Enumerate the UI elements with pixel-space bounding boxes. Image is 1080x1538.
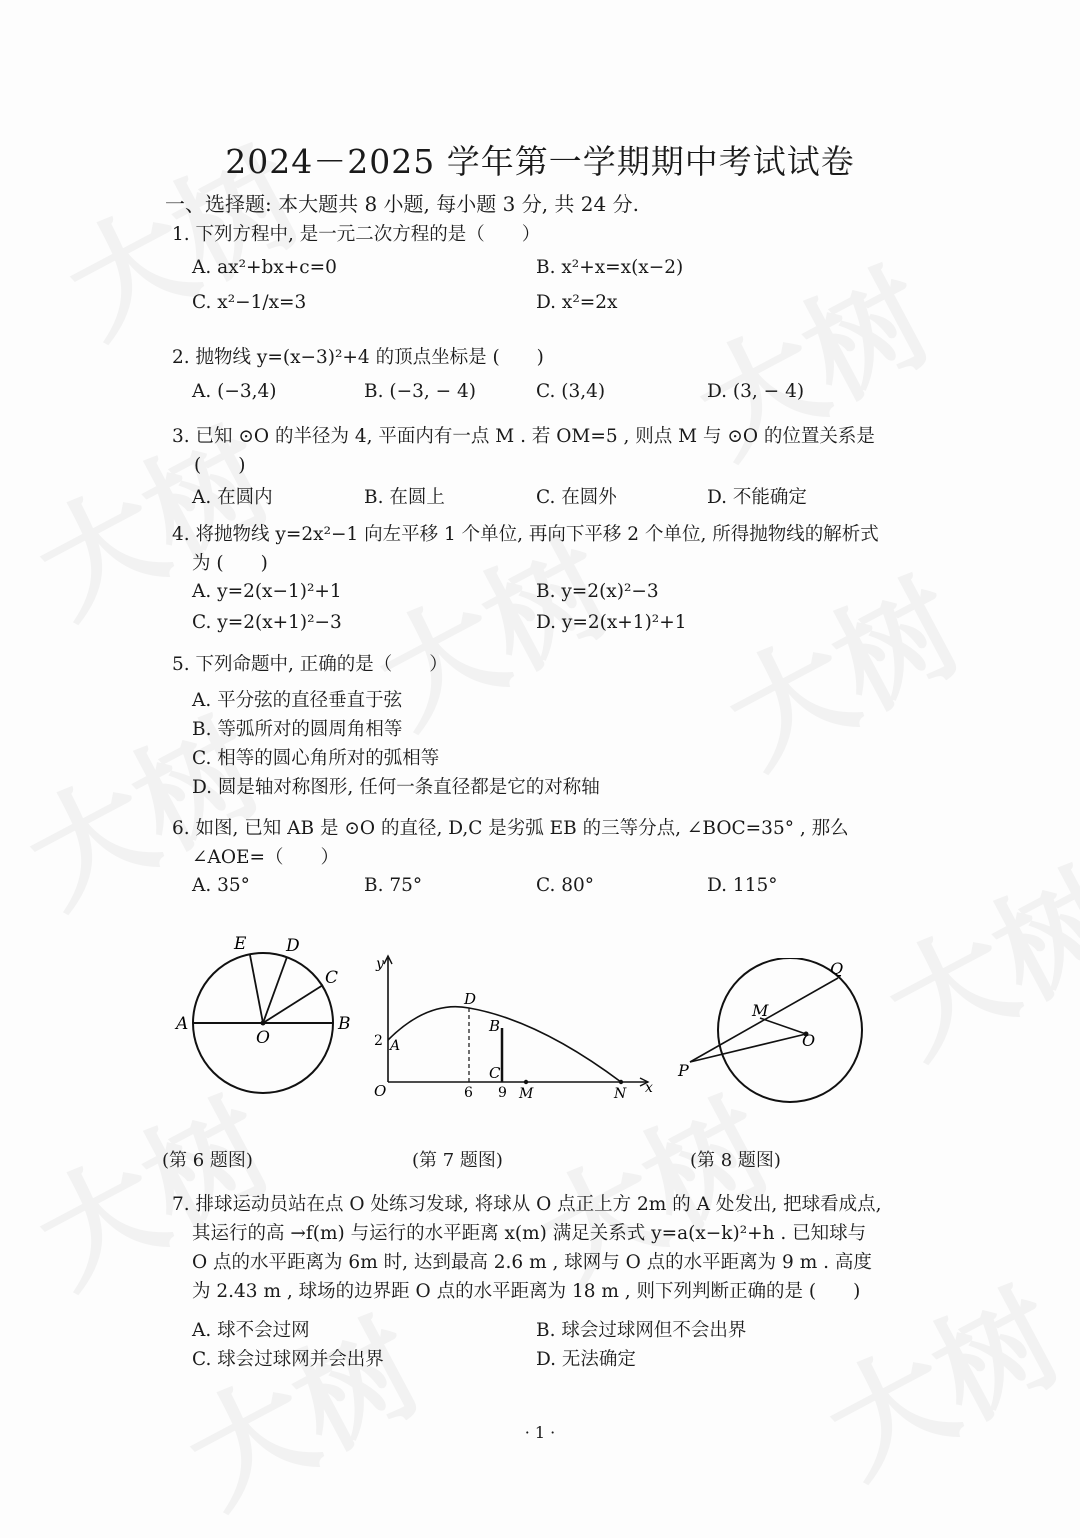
option-a: A. 在圆内	[192, 487, 273, 508]
radius-oe	[250, 955, 263, 1023]
question-stem: 7. 排球运动员站在点 O 处练习发球, 将球从 O 点正上方 2m 的 A 处发出, 把球看成点,	[172, 1194, 882, 1215]
question-stem-line-2: 为 ( )	[192, 553, 268, 574]
question-1	[172, 220, 540, 249]
question-4	[172, 520, 879, 578]
option-b: B. (−3, − 4)	[364, 381, 476, 402]
label-m: M	[519, 1086, 534, 1102]
radius-od	[263, 957, 287, 1023]
label-x: x	[645, 1080, 653, 1096]
option-a: A. 平分弦的直径垂直于弦	[192, 690, 403, 711]
section-heading: 一、选择题: 本大题共 8 小题, 每小题 3 分, 共 24 分.	[165, 192, 639, 216]
question-stem: 1. 下列方程中, 是一元二次方程的是（ ）	[172, 224, 541, 245]
exam-title: 2024－2025 学年第一学期期中考试试卷	[225, 142, 855, 181]
option-a: A. 35°	[192, 875, 250, 896]
option-c: C. 球会过球网并会出界	[192, 1349, 384, 1370]
option-b: B. x²+x=x(x−2)	[536, 257, 684, 278]
label-y: y	[376, 956, 384, 972]
option-c: C. x²−1/x=3	[192, 292, 307, 313]
page-number: · 1 ·	[524, 1423, 556, 1442]
option-b: B. y=2(x)²−3	[536, 581, 659, 602]
label-a: A	[390, 1038, 401, 1054]
question-2	[172, 343, 544, 372]
label-n: N	[614, 1086, 627, 1102]
radius-oc	[263, 985, 323, 1023]
question-7	[172, 1190, 882, 1306]
option-a: A. ax²+bx+c=0	[192, 257, 337, 278]
option-d: D. x²=2x	[536, 292, 618, 313]
center-point	[261, 1021, 266, 1026]
question-stem-line-4: 为 2.43 m , 球场的边界距 O 点的水平距离为 18 m , 则下列判断正确的是 ( )	[192, 1281, 861, 1302]
label-p: P	[678, 1061, 689, 1080]
circle-o	[718, 958, 862, 1102]
option-a: A. (−3,4)	[192, 381, 277, 402]
option-b: B. 在圆上	[364, 487, 445, 508]
label-d: D	[464, 990, 477, 1008]
option-c: C. y=2(x+1)²−3	[192, 612, 342, 633]
question-stem-line-2: ( )	[194, 455, 246, 476]
label-d: D	[286, 936, 300, 956]
option-b: B. 75°	[364, 875, 423, 896]
option-c: C. (3,4)	[536, 381, 606, 402]
option-a: A. y=2(x−1)²+1	[192, 581, 342, 602]
figure-8-circle	[672, 958, 882, 1103]
option-d: D. 圆是轴对称图形, 任何一条直径都是它的对称轴	[192, 777, 600, 798]
label-b: B	[489, 1017, 501, 1035]
option-d: D. y=2(x+1)²+1	[536, 612, 687, 633]
label-e: E	[234, 934, 247, 954]
watermark	[0, 674, 286, 939]
option-d: D. 115°	[707, 875, 778, 896]
option-c: C. 80°	[536, 875, 595, 896]
option-d: D. 无法确定	[536, 1349, 636, 1370]
question-stem-line-2: 其运行的高 →f(m) 与运行的水平距离 x(m) 满足关系式 y=a(x−k)²+h . 已知球与	[192, 1223, 867, 1244]
question-stem: 3. 已知 ⊙O 的半径为 4, 平面内有一点 M . 若 OM=5 , 则点 M 与 ⊙O 的位置关系是	[172, 426, 875, 447]
label-q: Q	[830, 959, 844, 978]
question-stem-line-3: O 点的水平距离为 6m 时, 达到最高 2.6 m , 球网与 O 点的水平距离为 9 m . 高度	[192, 1252, 872, 1273]
label-6: 6	[464, 1085, 473, 1101]
label-o: O	[374, 1082, 387, 1100]
figure-8-caption: (第 8 题图)	[690, 1150, 781, 1171]
label-o: O	[256, 1028, 270, 1048]
ball-trajectory	[388, 1007, 621, 1082]
option-b: B. 等弧所对的圆周角相等	[192, 719, 403, 740]
figure-7-caption: (第 7 题图)	[412, 1150, 503, 1171]
question-stem: 4. 将抛物线 y=2x²−1 向左平移 1 个单位, 再向下平移 2 个单位, 所得抛物线的解析式	[172, 524, 879, 545]
question-stem-line-2: ∠AOE=（ ）	[192, 847, 340, 868]
label-2: 2	[374, 1033, 383, 1049]
option-c: C. 在圆外	[536, 487, 617, 508]
option-c: C. 相等的圆心角所对的弧相等	[192, 748, 440, 769]
question-3	[172, 422, 875, 480]
point-n	[619, 1080, 623, 1084]
question-stem: 6. 如图, 已知 AB 是 ⊙O 的直径, D,C 是劣弧 EB 的三等分点, ∠BOC=35° , 那么	[172, 818, 849, 839]
question-stem: 5. 下列命题中, 正确的是（ ）	[172, 654, 448, 675]
question-stem: 2. 抛物线 y=(x−3)²+4 的顶点坐标是 ( )	[172, 347, 544, 368]
label-9: 9	[498, 1085, 507, 1101]
label-c: C	[325, 968, 339, 988]
segment-po	[690, 1034, 806, 1062]
option-d: D. (3, − 4)	[707, 381, 805, 402]
figure-6-circle	[170, 925, 370, 1105]
label-b: B	[338, 1014, 351, 1034]
label-o: O	[802, 1031, 816, 1050]
label-m: M	[752, 1001, 769, 1020]
option-d: D. 不能确定	[707, 487, 807, 508]
label-a: A	[176, 1014, 189, 1034]
option-b: B. 球会过球网但不会出界	[536, 1320, 747, 1341]
point-m	[524, 1080, 528, 1084]
watermark	[854, 824, 1080, 1089]
segment-mo	[760, 1018, 806, 1034]
figure-7-trajectory	[368, 950, 668, 1105]
question-5	[172, 650, 448, 679]
figure-6-caption: (第 6 题图)	[162, 1150, 253, 1171]
label-c: C	[489, 1064, 501, 1082]
question-6	[172, 814, 849, 872]
option-a: A. 球不会过网	[192, 1320, 310, 1341]
watermark	[154, 1274, 447, 1538]
